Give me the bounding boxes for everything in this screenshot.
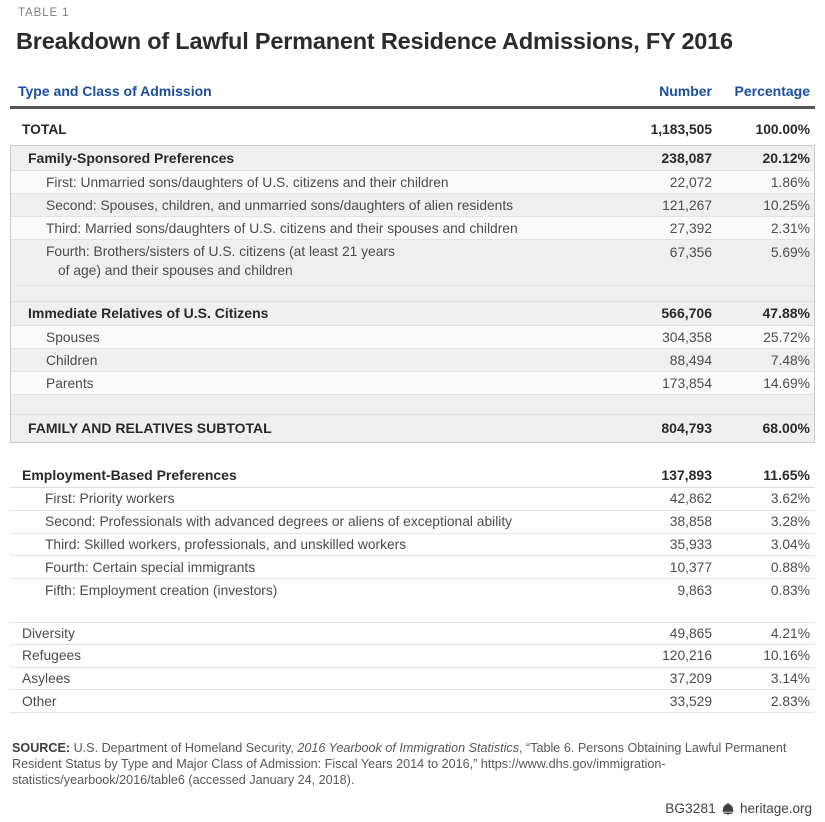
row-label: Fourth: Certain special immigrants	[45, 559, 256, 575]
row-percentage: 10.16%	[763, 648, 810, 664]
column-header-number: Number	[659, 83, 712, 99]
table-row	[10, 534, 815, 557]
table-row	[10, 579, 815, 602]
group-number: 238,087	[661, 149, 712, 166]
row-percentage: 25.72%	[763, 329, 810, 345]
panel-spacer	[11, 286, 814, 301]
total-row	[10, 115, 815, 143]
family-preferences-header-row	[11, 146, 814, 171]
row-number: 42,862	[669, 491, 712, 507]
row-percentage: 3.14%	[770, 670, 810, 686]
row-number: 27,392	[669, 220, 712, 236]
immediate-relatives-header-row	[11, 301, 814, 326]
row-percentage: 7.48%	[770, 352, 810, 368]
row-percentage: 3.04%	[770, 536, 810, 552]
row-number: 121,267	[662, 197, 712, 213]
row-number: 22,072	[669, 174, 712, 190]
table-row	[11, 326, 814, 349]
row-number: 35,933	[669, 536, 712, 552]
subtotal-percentage: 68.00%	[762, 420, 810, 436]
row-number: 38,858	[669, 514, 712, 530]
liberty-bell-icon	[721, 802, 735, 816]
employment-header-row	[10, 464, 815, 488]
row-label	[11, 243, 594, 280]
employment-section	[10, 464, 815, 602]
row-number: 37,209	[669, 670, 712, 686]
table-row	[10, 622, 815, 645]
row-percentage: 2.83%	[770, 693, 810, 709]
total-number: 1,183,505	[650, 121, 712, 137]
page-title: Breakdown of Lawful Permanent Residence Admissions, FY 2016	[16, 28, 733, 54]
family-subtotal-row	[11, 414, 814, 442]
row-percentage: 2.31%	[770, 220, 810, 236]
row-label: Asylees	[22, 670, 71, 686]
row-number: 10,377	[669, 559, 712, 575]
group-number: 566,706	[661, 305, 712, 321]
total-percentage: 100.00%	[755, 121, 810, 137]
row-label: Third: Skilled workers, professionals, and unskilled workers	[45, 536, 407, 552]
group-label: Family-Sponsored Preferences	[28, 149, 235, 166]
row-label: Refugees	[22, 648, 82, 664]
row-label: Third: Married sons/daughters of U.S. citizens and their spouses and children	[46, 220, 518, 236]
row-percentage: 1.86%	[770, 174, 810, 190]
row-number: 120,216	[662, 648, 712, 664]
subtotal-label: FAMILY AND RELATIVES SUBTOTAL	[28, 420, 272, 436]
row-percentage: 0.83%	[770, 583, 810, 599]
total-label: TOTAL	[22, 121, 67, 137]
table-row	[11, 194, 814, 217]
row-label: Parents	[46, 375, 94, 391]
row-percentage: 3.28%	[770, 514, 810, 530]
group-label: Employment-Based Preferences	[22, 467, 237, 483]
row-number: 304,358	[662, 329, 712, 345]
row-label: Fifth: Employment creation (investors)	[45, 583, 278, 599]
table-row	[10, 690, 815, 713]
other-categories-section	[10, 622, 815, 713]
family-section-panel	[10, 145, 815, 443]
row-percentage: 10.25%	[763, 197, 810, 213]
row-label-line1: Fourth: Brothers/sisters of U.S. citizens (at least 21 years	[46, 244, 395, 259]
table-row	[10, 556, 815, 579]
table-label: TABLE 1	[18, 7, 70, 19]
source-note	[12, 740, 804, 788]
row-label: Diversity	[22, 625, 75, 641]
source-text-post: , “Table 6. Persons Obtaining Lawful Permanent Resident Status by Type and Major Class of Admission: Fiscal Years 2014 to 2016,” https://www.dhs.gov/immigration-statistics/yearbook/2016/table6 (accessed January 24, 2018).	[12, 741, 787, 788]
table-row	[10, 488, 815, 511]
group-number: 137,893	[661, 467, 712, 483]
row-number: 49,865	[669, 625, 712, 641]
column-header-type: Type and Class of Admission	[18, 83, 212, 99]
column-header-row	[10, 83, 815, 109]
row-label: Second: Professionals with advanced degrees or aliens of exceptional ability	[45, 514, 513, 530]
row-label: Second: Spouses, children, and unmarried sons/daughters of alien residents	[46, 197, 514, 213]
row-percentage: 5.69%	[770, 245, 810, 260]
table-row	[11, 171, 814, 194]
group-percentage: 47.88%	[762, 305, 810, 321]
table-row	[11, 372, 814, 395]
document-id: BG3281	[665, 801, 716, 816]
row-percentage: 14.69%	[763, 375, 810, 391]
group-percentage: 20.12%	[762, 149, 810, 166]
row-label: Spouses	[46, 329, 100, 345]
column-header-percentage: Percentage	[734, 83, 810, 99]
table-row	[10, 668, 815, 691]
row-number: 173,854	[662, 375, 712, 391]
source-text-italic: 2016 Yearbook of Immigration Statistics	[297, 741, 520, 756]
table-row	[11, 240, 814, 286]
row-percentage: 4.21%	[770, 625, 810, 641]
table-row	[10, 511, 815, 534]
row-label: First: Priority workers	[45, 491, 175, 507]
row-percentage: 0.88%	[770, 559, 810, 575]
group-percentage: 11.65%	[763, 467, 810, 483]
row-number: 33,529	[669, 693, 712, 709]
panel-spacer	[11, 395, 814, 414]
table-row	[10, 645, 815, 668]
row-percentage: 3.62%	[770, 491, 810, 507]
row-label: Children	[46, 352, 98, 368]
row-number: 67,356	[669, 245, 712, 260]
row-label-line2: of age) and their spouses and children	[58, 262, 293, 278]
row-label: First: Unmarried sons/daughters of U.S. citizens and their children	[46, 174, 449, 190]
table-row	[11, 217, 814, 240]
subtotal-number: 804,793	[661, 420, 712, 436]
source-label: SOURCE:	[12, 741, 71, 756]
row-label: Other	[22, 693, 57, 709]
group-label: Immediate Relatives of U.S. Citizens	[28, 305, 269, 321]
footer	[665, 801, 812, 816]
table-row	[11, 349, 814, 372]
source-text-pre: U.S. Department of Homeland Security,	[70, 741, 298, 756]
footer-site-link[interactable]: heritage.org	[739, 801, 812, 816]
row-number: 9,863	[677, 583, 712, 599]
row-number: 88,494	[669, 352, 712, 368]
